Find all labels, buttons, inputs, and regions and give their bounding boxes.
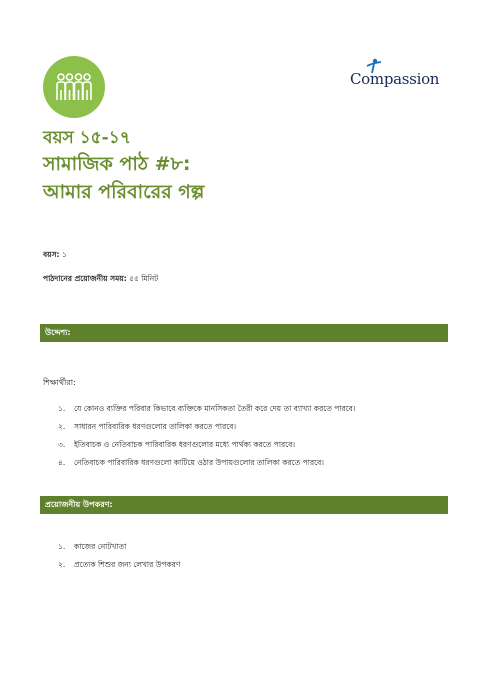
time-meta-value: ৫৫ মিনিট [129, 274, 159, 283]
list-item-number: ৪. [58, 458, 66, 467]
list-item-number: ২. [58, 422, 66, 431]
age-meta-label: বয়স: [43, 250, 60, 259]
lesson-title [43, 150, 443, 206]
list-item [58, 454, 356, 472]
list-item [58, 400, 356, 418]
age-range-heading: বয়স ১৫-১৭ [43, 128, 131, 148]
time-meta [43, 274, 158, 286]
list-item-text: যে কোনও ব্যক্তির পরিবার কিভাবে ব্যক্তিকে মানসিকতা তৈরী করে দেয় তা ব্যাখ্যা করতে পারবে। [74, 404, 356, 413]
objectives-section-bar: উদ্দেশ্য: [40, 324, 448, 342]
group-of-people-icon [43, 56, 105, 118]
list-item [58, 418, 356, 436]
list-item-text: কাজের নোটখাতা [74, 542, 127, 551]
students-label: শিক্ষার্থীরা: [43, 378, 76, 387]
time-meta-label: পাঠদানের প্রয়োজনীয় সময়: [43, 274, 127, 283]
list-item-number: ১. [58, 542, 66, 551]
list-item [58, 556, 180, 574]
compassion-logo [350, 58, 450, 94]
lesson-title-line1: সামাজিক পাঠ #৮: [43, 153, 191, 175]
list-item-text: সাধারন পারিবারিক ধরণগুলোর তালিকা করতে পারবে। [74, 422, 237, 431]
list-item [58, 436, 356, 454]
list-item-number: ১. [58, 404, 66, 413]
list-item [58, 538, 180, 556]
logo-text: Compassion [350, 70, 440, 88]
age-meta [43, 250, 67, 262]
materials-section-bar: প্রয়োজনীয় উপকরণ: [40, 496, 448, 514]
age-meta-value: ১ [61, 250, 67, 259]
list-item-number: ২. [58, 560, 66, 569]
lesson-title-line2: আমার পরিবারের গল্প [43, 181, 205, 203]
list-item-text: ইতিবাচক ও নেতিবাচক পারিবারিক ধরণগুলোর মধ্যে পার্থক্য করতে পারবে। [74, 440, 296, 449]
list-item-number: ৩. [58, 440, 66, 449]
objectives-list [58, 400, 356, 472]
list-item-text: নেতিবাচক পারিবারিক ধরণগুলো কাটিয়ে ওঠার উপায়গুলোর তালিকা করতে পারবে। [74, 458, 324, 467]
list-item-text: প্রত্যেক শিশুর জন্য লেখার উপকরণ [74, 560, 181, 569]
materials-list [58, 538, 180, 574]
